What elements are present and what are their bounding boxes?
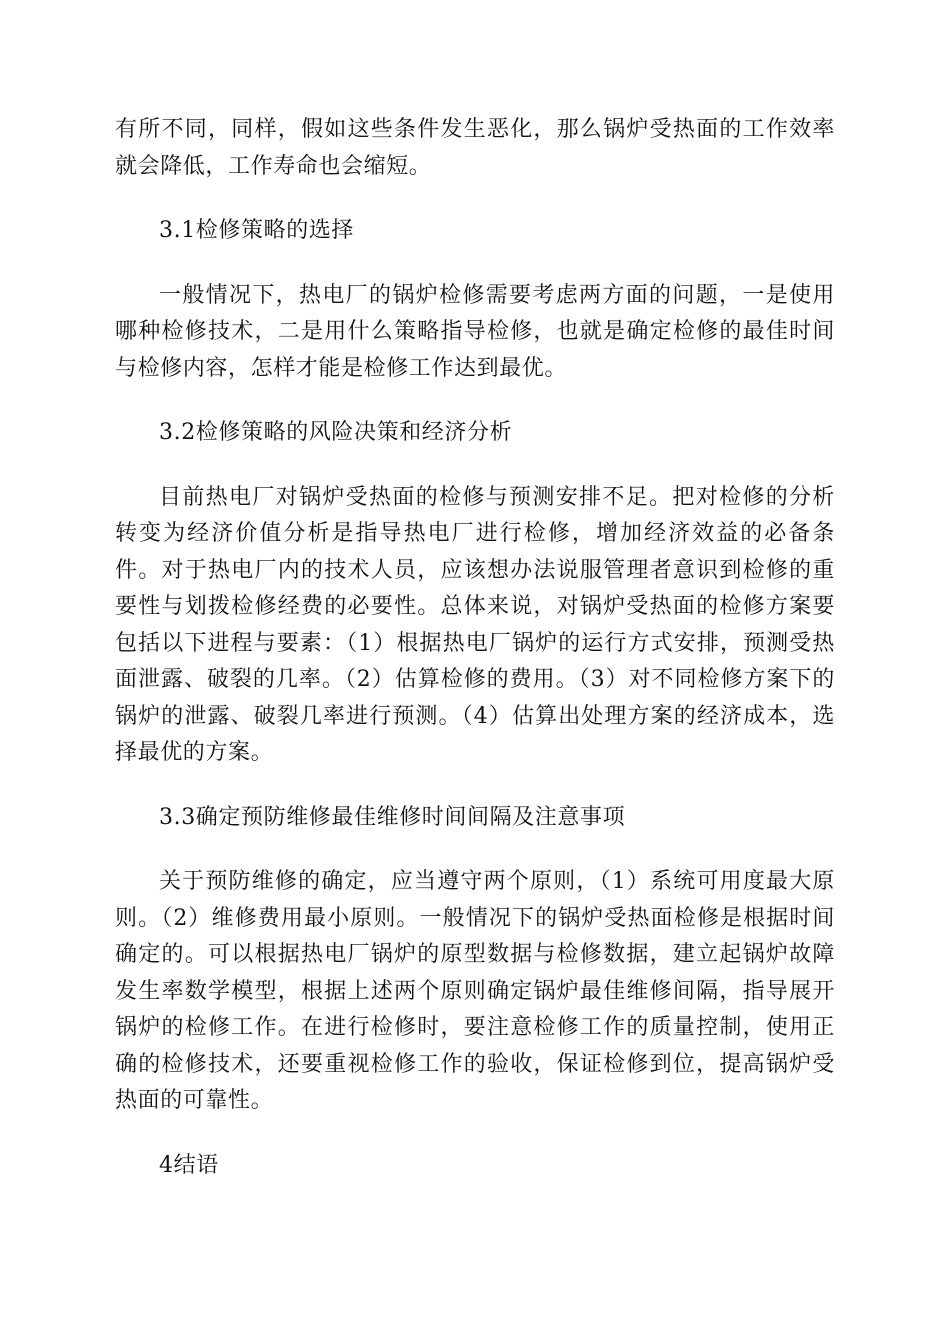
paragraph-continued: 有所不同，同样，假如这些条件发生恶化，那么锅炉受热面的工作效率就会降低，工作寿命也会缩短。	[115, 117, 835, 179]
section-heading-3-2: 3.2检修策略的风险决策和经济分析	[159, 420, 513, 445]
section-heading-3-3: 3.3确定预防维修最佳维修时间间隔及注意事项	[159, 804, 626, 830]
paragraph-preventive-maintenance: 关于预防维修的确定，应当遵守两个原则，（1）系统可用度最大原则。（2）维修费用最小原则。一般情况下的锅炉受热面检修是根据时间确定的。可以根据热电厂锅炉的原型数据与检修数据，建立起锅炉故障发生率数学模型，根据上述两个原则确定锅炉最佳维修间隔，指导展开锅炉的检修工作。在进行检修时，要注意检修工作的质量控制，使用正确的检修技术，还要重视检修工作的验收，保证检修到位，提高锅炉受热面的可靠性。	[115, 869, 835, 1113]
section-heading-4: 4结语	[159, 1152, 219, 1178]
paragraph-maintenance-strategy: 一般情况下，热电厂的锅炉检修需要考虑两方面的问题，一是使用哪种检修技术，二是用什么策略指导检修，也就是确定检修的最佳时间与检修内容，怎样才能是检修工作达到最优。	[115, 282, 835, 381]
section-heading-3-1: 3.1检修策略的选择	[159, 218, 354, 243]
paragraph-risk-economics: 目前热电厂对锅炉受热面的检修与预测安排不足。把对检修的分析转变为经济价值分析是指导热电厂进行检修，增加经济效益的必备条件。对于热电厂内的技术人员，应该想办法说服管理者意识到检修的重要性与划拨检修经费的必要性。总体来说，对锅炉受热面的检修方案要包括以下进程与要素：（1）根据热电厂锅炉的运行方式安排，预测受热面泄露、破裂的几率。（2）估算检修的费用。（3）对不同检修方案下的锅炉的泄露、破裂几率进行预测。（4）估算出处理方案的经济成本，选择最优的方案。	[115, 484, 835, 765]
document-page	[115, 112, 835, 1212]
